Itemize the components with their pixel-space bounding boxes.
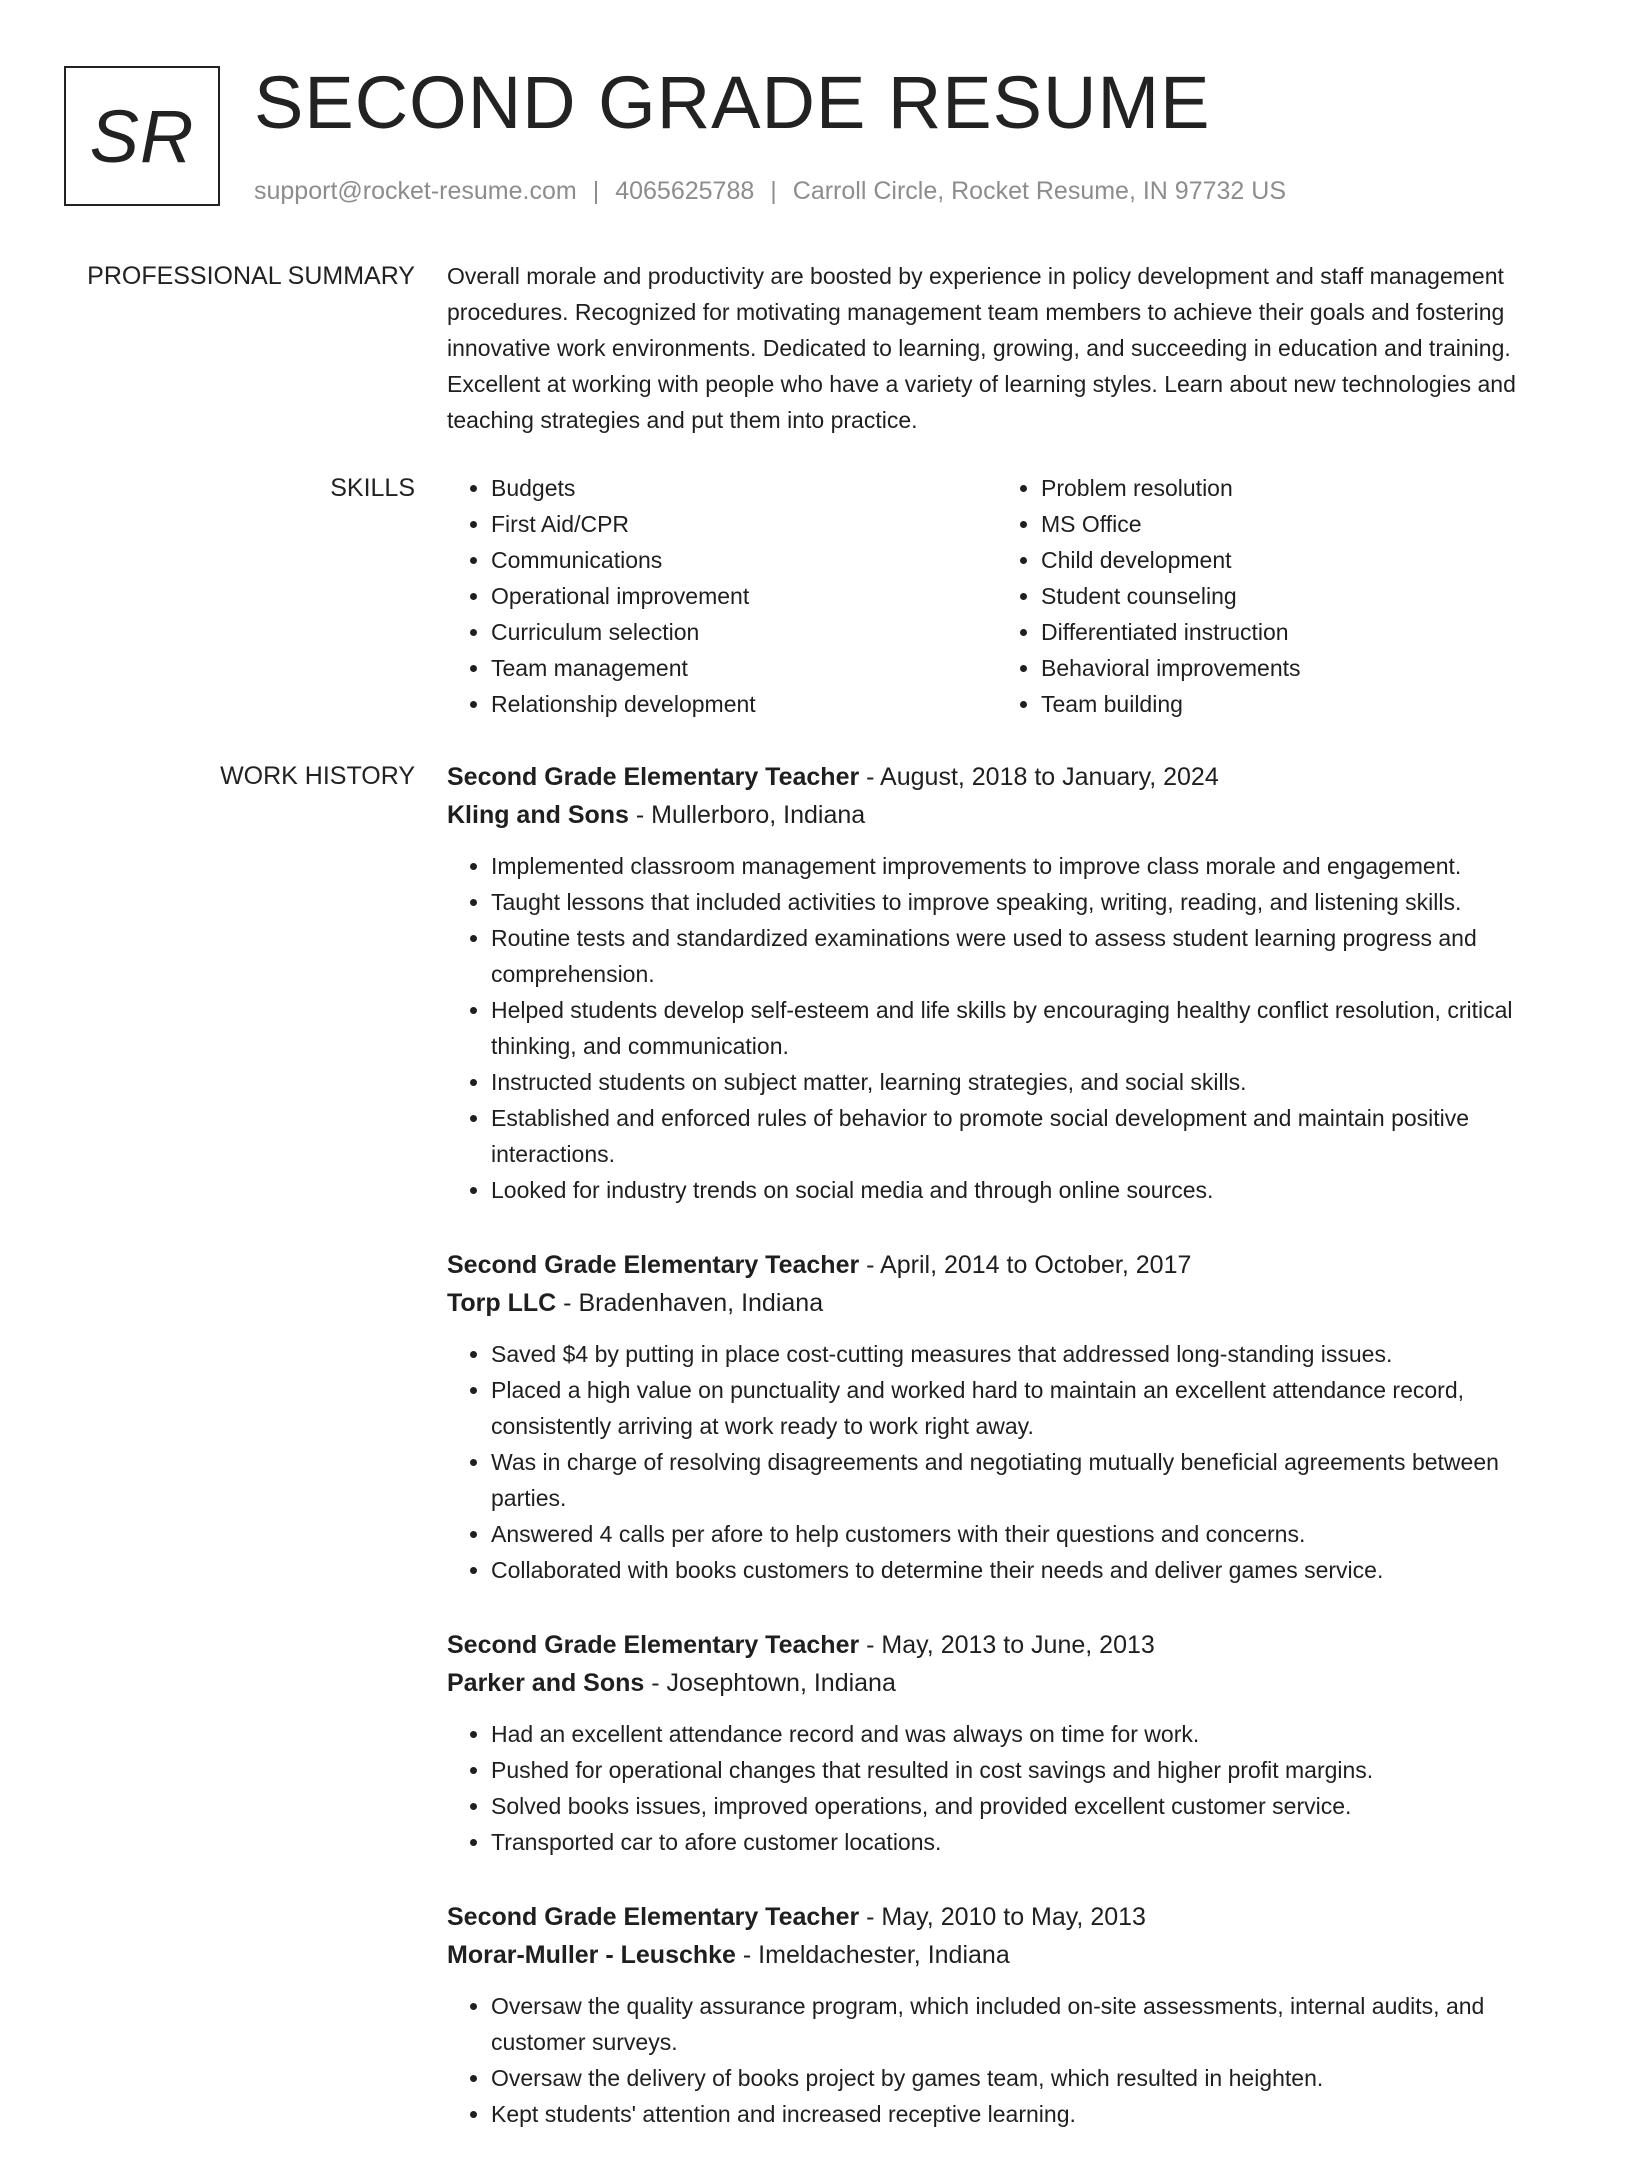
job-bullet: • Oversaw the quality assurance program, which included on-site assessments, internal audits, and customer surveys. [491, 1988, 1567, 2060]
job-company: Parker and Sons [447, 1669, 645, 1697]
job-entry [447, 1246, 1567, 1588]
job-company-line [447, 1664, 1567, 1702]
job-bullet: • Routine tests and standardized examinations were used to assess student learning progress and comprehension. [491, 920, 1567, 992]
job-entry [447, 1626, 1567, 1860]
job-company: Morar-Muller - Leuschke [447, 1941, 736, 1969]
job-role: Second Grade Elementary Teacher [447, 763, 860, 791]
job-bullet: • Implemented classroom management improvements to improve class morale and engagement. [491, 848, 1567, 884]
job-bullet: • Taught lessons that included activities to improve speaking, writing, reading, and listening skills. [491, 884, 1567, 920]
work-history-body [447, 758, 1567, 2170]
job-dates: - May, 2013 to June, 2013 [859, 1631, 1155, 1659]
skill-item: • Student counseling [1041, 578, 1547, 614]
job-entry [447, 758, 1567, 1208]
skill-item: • Child development [1041, 542, 1547, 578]
skill-item: • Team building [1041, 686, 1547, 722]
job-bullet: • Oversaw the delivery of books project by games team, which resulted in heighten. [491, 2060, 1567, 2096]
job-bullet: • Established and enforced rules of behavior to promote social development and maintain positive interactions. [491, 1100, 1567, 1172]
contact-address: Carroll Circle, Rocket Resume, IN 97732 US [792, 177, 1286, 205]
job-location: - Imeldachester, Indiana [735, 1941, 1010, 1969]
summary-text: Overall morale and productivity are boosted by experience in policy development and staff management procedures. Recognized for motivating management team members to achieve their goals and fostering innovative work environments. Dedicated to learning, growing, and succeeding in education and training. Excellent at working with people who have a variety of learning styles. Learn about new technologies and teaching strategies and put them into practice. [447, 263, 1516, 433]
job-bullets [447, 1336, 1567, 1588]
job-role: Second Grade Elementary Teacher [447, 1903, 860, 1931]
job-dates: - May, 2010 to May, 2013 [859, 1903, 1146, 1931]
job-bullet: • Placed a high value on punctuality and worked hard to maintain an excellent attendance record, consistently arriving at work ready to work right away. [491, 1372, 1567, 1444]
job-location: - Bradenhaven, Indiana [556, 1289, 824, 1317]
skill-item: • MS Office [1041, 506, 1547, 542]
contact-separator: | [592, 177, 600, 205]
job-role: Second Grade Elementary Teacher [447, 1631, 860, 1659]
work-history-heading: WORK HISTORY [220, 762, 415, 790]
job-bullet: • Solved books issues, improved operations, and provided excellent customer service. [491, 1788, 1567, 1824]
skills-columns [447, 470, 1567, 722]
contact-line [254, 173, 1286, 209]
resume-title: SECOND GRADE RESUME [254, 61, 1211, 144]
job-bullet: • Kept students' attention and increased receptive learning. [491, 2096, 1567, 2132]
skill-item: • Problem resolution [1041, 470, 1547, 506]
job-bullet: • Instructed students on subject matter, learning strategies, and social skills. [491, 1064, 1567, 1100]
job-bullet: • Transported car to afore customer locations. [491, 1824, 1567, 1860]
job-title-line [447, 758, 1567, 796]
job-bullets [447, 1716, 1567, 1860]
job-location: - Josephtown, Indiana [644, 1669, 896, 1697]
skills-list-right [997, 470, 1547, 722]
skill-item: • Communications [491, 542, 997, 578]
job-title-line [447, 1898, 1567, 1936]
skill-item: • Budgets [491, 470, 997, 506]
job-entry [447, 1898, 1567, 2132]
job-company-line [447, 1284, 1567, 1322]
job-bullet: • Saved $4 by putting in place cost-cutting measures that addressed long-standing issues. [491, 1336, 1567, 1372]
job-bullet: • Answered 4 calls per afore to help customers with their questions and concerns. [491, 1516, 1567, 1552]
skill-item: • Team management [491, 650, 997, 686]
job-dates: - April, 2014 to October, 2017 [859, 1251, 1192, 1279]
job-bullet: • Had an excellent attendance record and was always on time for work. [491, 1716, 1567, 1752]
skill-item: • First Aid/CPR [491, 506, 997, 542]
job-company-line [447, 796, 1567, 834]
skill-item: • Operational improvement [491, 578, 997, 614]
skill-item: • Relationship development [491, 686, 997, 722]
initials-monogram: SR [64, 66, 220, 206]
skills-list-left [447, 470, 997, 722]
contact-separator: | [770, 177, 777, 205]
skill-item: • Differentiated instruction [1041, 614, 1547, 650]
skill-item: • Curriculum selection [491, 614, 997, 650]
job-bullet: • Collaborated with books customers to determine their needs and deliver games service. [491, 1552, 1567, 1588]
job-title-line [447, 1246, 1567, 1284]
job-bullet: • Looked for industry trends on social media and through online sources. [491, 1172, 1567, 1208]
job-role: Second Grade Elementary Teacher [447, 1251, 860, 1279]
job-dates: - August, 2018 to January, 2024 [859, 763, 1219, 791]
job-bullet: • Helped students develop self-esteem and life skills by encouraging healthy conflict resolution, critical thinking, and communication. [491, 992, 1567, 1064]
job-bullets [447, 1988, 1567, 2132]
summary-body [447, 258, 1567, 438]
contact-phone: 4065625788 [615, 177, 755, 205]
skills-body [447, 470, 1567, 722]
job-bullet: • Was in charge of resolving disagreements and negotiating mutually beneficial agreements between parties. [491, 1444, 1567, 1516]
job-company: Kling and Sons [447, 801, 629, 829]
contact-email: support@rocket-resume.com [254, 177, 577, 205]
job-bullets [447, 848, 1567, 1208]
job-location: - Mullerboro, Indiana [628, 801, 866, 829]
skills-heading: SKILLS [330, 474, 415, 502]
job-company: Torp LLC [447, 1289, 557, 1317]
job-company-line [447, 1936, 1567, 1974]
summary-heading: PROFESSIONAL SUMMARY [87, 262, 415, 290]
job-bullet: • Pushed for operational changes that resulted in cost savings and higher profit margins. [491, 1752, 1567, 1788]
job-title-line [447, 1626, 1567, 1664]
skill-item: • Behavioral improvements [1041, 650, 1547, 686]
